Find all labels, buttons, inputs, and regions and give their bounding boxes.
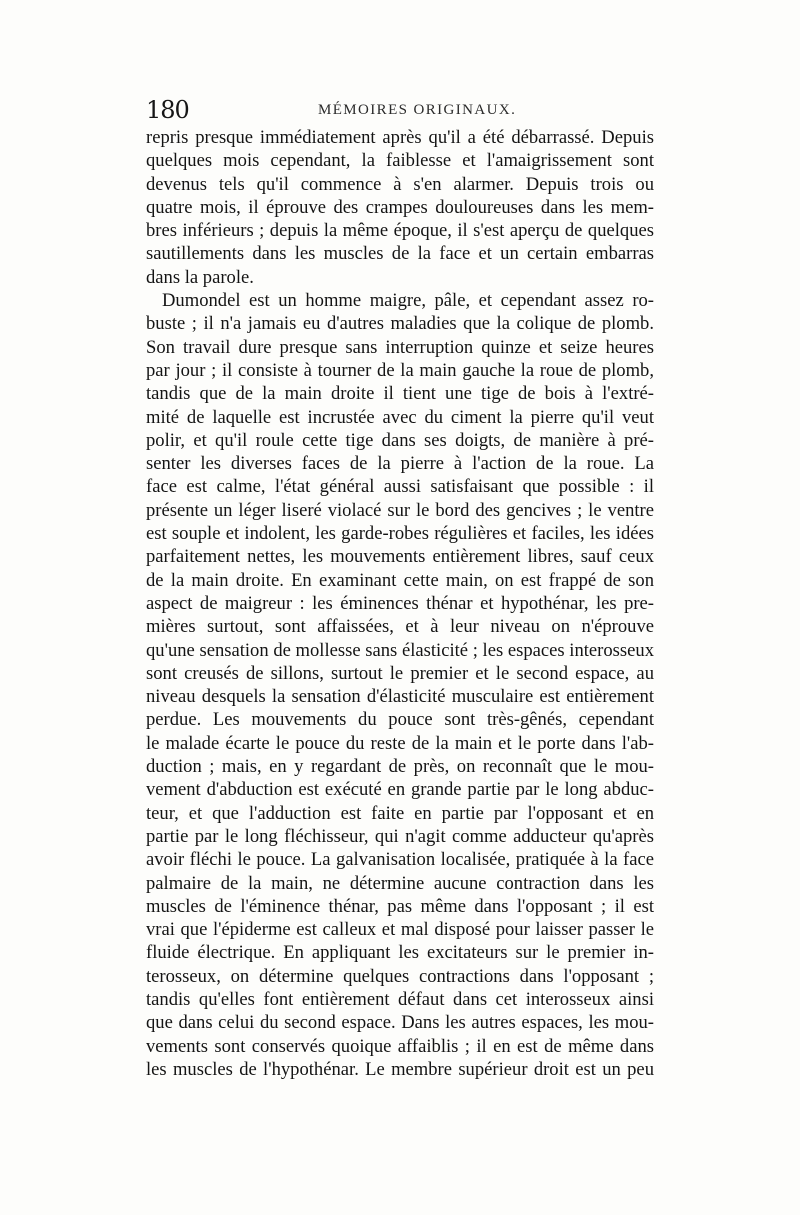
text-line: polir, et qu'il roule cette tige dans ses doigts, de manière à pré- [146, 429, 654, 451]
text-line: tandis qu'elles font entièrement défaut dans cet interosseux ainsi [146, 988, 654, 1010]
text-line: buste ; il n'a jamais eu d'autres maladies que la colique de plomb. [146, 313, 654, 335]
text-line: vrai que l'épiderme est calleux et mal disposé pour laisser passer le [146, 919, 654, 941]
text-line: qu'une sensation de mollesse sans élasticité ; les espaces interosseux [146, 639, 654, 661]
text-line: repris presque immédiatement après qu'il a été débarrassé. Depuis [146, 127, 654, 148]
body-text [146, 126, 654, 1081]
text-line: aspect de maigreur : les éminences thénar et hypothénar, les pre- [146, 592, 654, 614]
text-line: teur, et que l'adduction est faite en partie par l'opposant et en [146, 802, 654, 824]
text-line: vements sont conservés quoique affaiblis ; il en est de même dans [146, 1035, 654, 1057]
text-line: présente un léger liseré violacé sur le bord des gencives ; le ventre [146, 499, 654, 521]
text-line: les muscles de l'hypothénar. Le membre supérieur droit est un peu [146, 1058, 654, 1080]
text-line: sont creusés de sillons, surtout le premier et le second espace, au [146, 662, 654, 684]
text-line: est souple et indolent, les garde-robes régulières et faciles, les idées [146, 523, 654, 545]
text-line: niveau desquels la sensation d'élasticité musculaire est entièrement [146, 686, 654, 708]
text-line: avoir fléchi le pouce. La galvanisation localisée, pratiquée à la face [146, 849, 654, 871]
text-line: palmaire de la main, ne détermine aucune contraction dans les [146, 872, 654, 894]
text-line: partie par le long fléchisseur, qui n'agit comme adducteur qu'après [146, 825, 654, 847]
text-line: que dans celui du second espace. Dans les autres espaces, les mou- [146, 1012, 654, 1034]
text-line: perdue. Les mouvements du pouce sont très-gênés, cependant [146, 709, 654, 731]
text-line: quelques mois cependant, la faiblesse et l'amaigrissement sont [146, 150, 654, 172]
text-line: mité de laquelle est incrustée avec du ciment la pierre qu'il veut [146, 406, 654, 428]
text-line: terosseux, on détermine quelques contractions dans l'opposant ; [146, 965, 654, 987]
section-title: MÉMOIRES ORIGINAUX. [318, 102, 517, 118]
text-line: senter les diverses faces de la pierre à l'action de la roue. La [146, 453, 654, 475]
text-line: parfaitement nettes, les mouvements entièrement libres, sauf ceux [146, 546, 654, 568]
text-line: duction ; mais, en y regardant de près, on reconnaît que le mou- [146, 756, 654, 778]
text-line: quatre mois, il éprouve des crampes douloureuses dans les mem- [146, 196, 654, 218]
text-line: vement d'abduction est exécuté en grande partie par le long abduc- [146, 779, 654, 801]
text-line: fluide électrique. En appliquant les excitateurs sur le premier in- [146, 942, 654, 964]
text-line: mières surtout, sont affaissées, et à leur niveau on n'éprouve [146, 616, 654, 638]
text-line: dans la parole. [146, 266, 254, 288]
text-line: muscles de l'éminence thénar, pas même dans l'opposant ; il est [146, 895, 654, 917]
text-line: face est calme, l'état général aussi satisfaisant que possible : il [146, 476, 654, 498]
running-head [146, 96, 656, 126]
text-line: de la main droite. En examinant cette main, on est frappé de son [146, 569, 654, 591]
page-number: 180 [146, 96, 189, 124]
text-line: sautillements dans les muscles de la face et un certain embarras [146, 243, 654, 265]
text-line: le malade écarte le pouce du reste de la main et le porte dans l'ab- [146, 732, 654, 754]
text-line: Son travail dure presque sans interruption quinze et seize heures [146, 336, 654, 358]
paragraph-2 [146, 289, 654, 1081]
paragraph-1 [146, 126, 654, 289]
text-line: par jour ; il consiste à tourner de la main gauche la roue de plomb, [146, 359, 654, 381]
text-line: bres inférieurs ; depuis la même époque, il s'est aperçu de quelques [146, 220, 654, 242]
text-line: devenus tels qu'il commence à s'en alarmer. Depuis trois ou [146, 173, 654, 195]
text-line: Dumondel est un homme maigre, pâle, et cependant assez ro- [162, 290, 654, 312]
text-line: tandis que de la main droite il tient une tige de bois à l'extré- [146, 383, 654, 405]
